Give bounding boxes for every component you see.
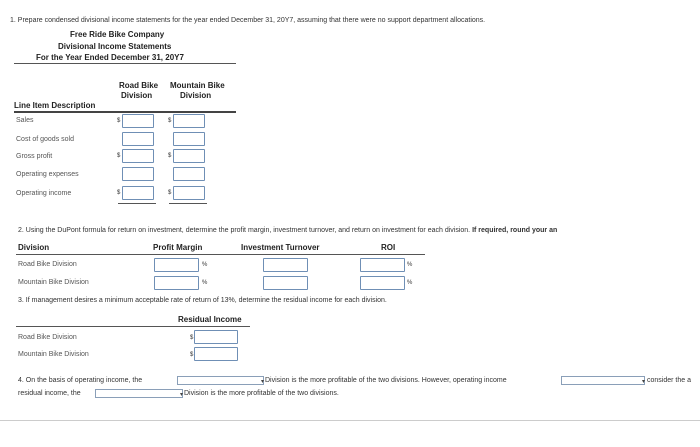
row-operating-income-label: Operating income	[16, 190, 72, 197]
currency-symbol: $	[168, 118, 172, 124]
mountain-residual-income-input[interactable]	[194, 347, 238, 361]
mountain-roi-input[interactable]	[360, 276, 405, 290]
mountain-operating-income-input[interactable]	[173, 186, 205, 200]
q2-instruction	[18, 227, 557, 234]
q4-line2-part2: Division is the more profitable of the two divisions.	[184, 390, 339, 397]
q2-instruction-bold: If required, round your an	[472, 227, 558, 234]
row-sales-label: Sales	[16, 117, 34, 124]
q4-line2-part1: residual income, the	[18, 390, 81, 397]
currency-symbol: $	[117, 153, 121, 159]
line-item-header-rule	[14, 111, 236, 113]
q4-line1-part2: Division is the more profitable of the two divisions. However, operating income	[265, 377, 507, 384]
q2-row-mountain-label: Mountain Bike Division	[18, 279, 89, 286]
road-operating-expenses-input[interactable]	[122, 167, 154, 181]
dropdown-arrow-icon: ▾	[641, 379, 645, 385]
footer-divider	[0, 420, 700, 421]
q3-header-rule	[16, 326, 250, 327]
road-total-rule	[118, 203, 156, 204]
road-investment-turnover-input[interactable]	[263, 258, 308, 272]
mountain-operating-expenses-input[interactable]	[173, 167, 205, 181]
currency-symbol: $	[190, 335, 194, 341]
road-operating-income-input[interactable]	[122, 186, 154, 200]
col-road-bike-header-1: Road Bike	[119, 81, 159, 90]
mountain-total-rule	[169, 203, 207, 204]
q3-row-mountain-label: Mountain Bike Division	[18, 351, 89, 358]
mountain-sales-input[interactable]	[173, 114, 205, 128]
currency-symbol: $	[190, 352, 194, 358]
company-name: Free Ride Bike Company	[70, 30, 165, 39]
row-operating-expenses-label: Operating expenses	[16, 171, 79, 178]
q4-division-select-1[interactable]	[177, 376, 264, 385]
q2-col-division: Division	[18, 243, 50, 252]
statement-period: For the Year Ended December 31, 20Y7	[36, 53, 184, 62]
row-gross-profit-label: Gross profit	[16, 153, 53, 160]
currency-symbol: $	[168, 153, 172, 159]
mountain-cogs-input[interactable]	[173, 132, 205, 146]
percent-symbol: %	[407, 262, 413, 268]
q2-instruction-text: 2. Using the DuPont formula for return on investment, determine the profit margin, investment turnover, and return on investment for each division.	[18, 227, 471, 234]
q3-instruction: 3. If management desires a minimum acceptable rate of return of 13%, determine the residual income for each division.	[18, 297, 387, 304]
q3-col-residual-income: Residual Income	[178, 315, 242, 324]
dropdown-arrow-icon: ▾	[179, 392, 183, 398]
road-sales-input[interactable]	[122, 114, 154, 128]
mountain-gross-profit-input[interactable]	[173, 149, 205, 163]
line-item-header: Line Item Description	[14, 101, 96, 110]
road-residual-income-input[interactable]	[194, 330, 238, 344]
q2-row-road-label: Road Bike Division	[18, 261, 77, 268]
q4-line1-part3: consider the a	[647, 377, 691, 384]
road-profit-margin-input[interactable]	[154, 258, 199, 272]
q4-line1-part1: 4. On the basis of operating income, the	[18, 377, 143, 384]
currency-symbol: $	[117, 118, 121, 124]
statement-title: Divisional Income Statements	[58, 42, 172, 51]
col-mountain-bike-header-2: Division	[180, 91, 212, 100]
q3-row-road-label: Road Bike Division	[18, 334, 77, 341]
road-cogs-input[interactable]	[122, 132, 154, 146]
q2-col-roi: ROI	[381, 243, 396, 252]
q4-operating-income-select[interactable]	[561, 376, 645, 385]
col-road-bike-header-2: Division	[121, 91, 153, 100]
col-mountain-bike-header-1: Mountain Bike	[170, 81, 225, 90]
q2-header-rule	[16, 254, 425, 255]
percent-symbol: %	[407, 280, 413, 286]
percent-symbol: %	[202, 280, 208, 286]
row-cogs-label: Cost of goods sold	[16, 136, 74, 143]
mountain-profit-margin-input[interactable]	[154, 276, 199, 290]
dropdown-arrow-icon: ▾	[260, 379, 264, 385]
q2-col-investment-turnover: Investment Turnover	[241, 243, 320, 252]
percent-symbol: %	[202, 262, 208, 268]
currency-symbol: $	[117, 190, 121, 196]
road-roi-input[interactable]	[360, 258, 405, 272]
road-gross-profit-input[interactable]	[122, 149, 154, 163]
q1-instruction: 1. Prepare condensed divisional income statements for the year ended December 31, 20Y7, assuming that there were no support department allocations.	[10, 17, 486, 24]
q4-division-select-2[interactable]	[95, 389, 183, 398]
header-rule	[14, 63, 236, 64]
q2-col-profit-margin: Profit Margin	[153, 243, 203, 252]
currency-symbol: $	[168, 190, 172, 196]
mountain-investment-turnover-input[interactable]	[263, 276, 308, 290]
